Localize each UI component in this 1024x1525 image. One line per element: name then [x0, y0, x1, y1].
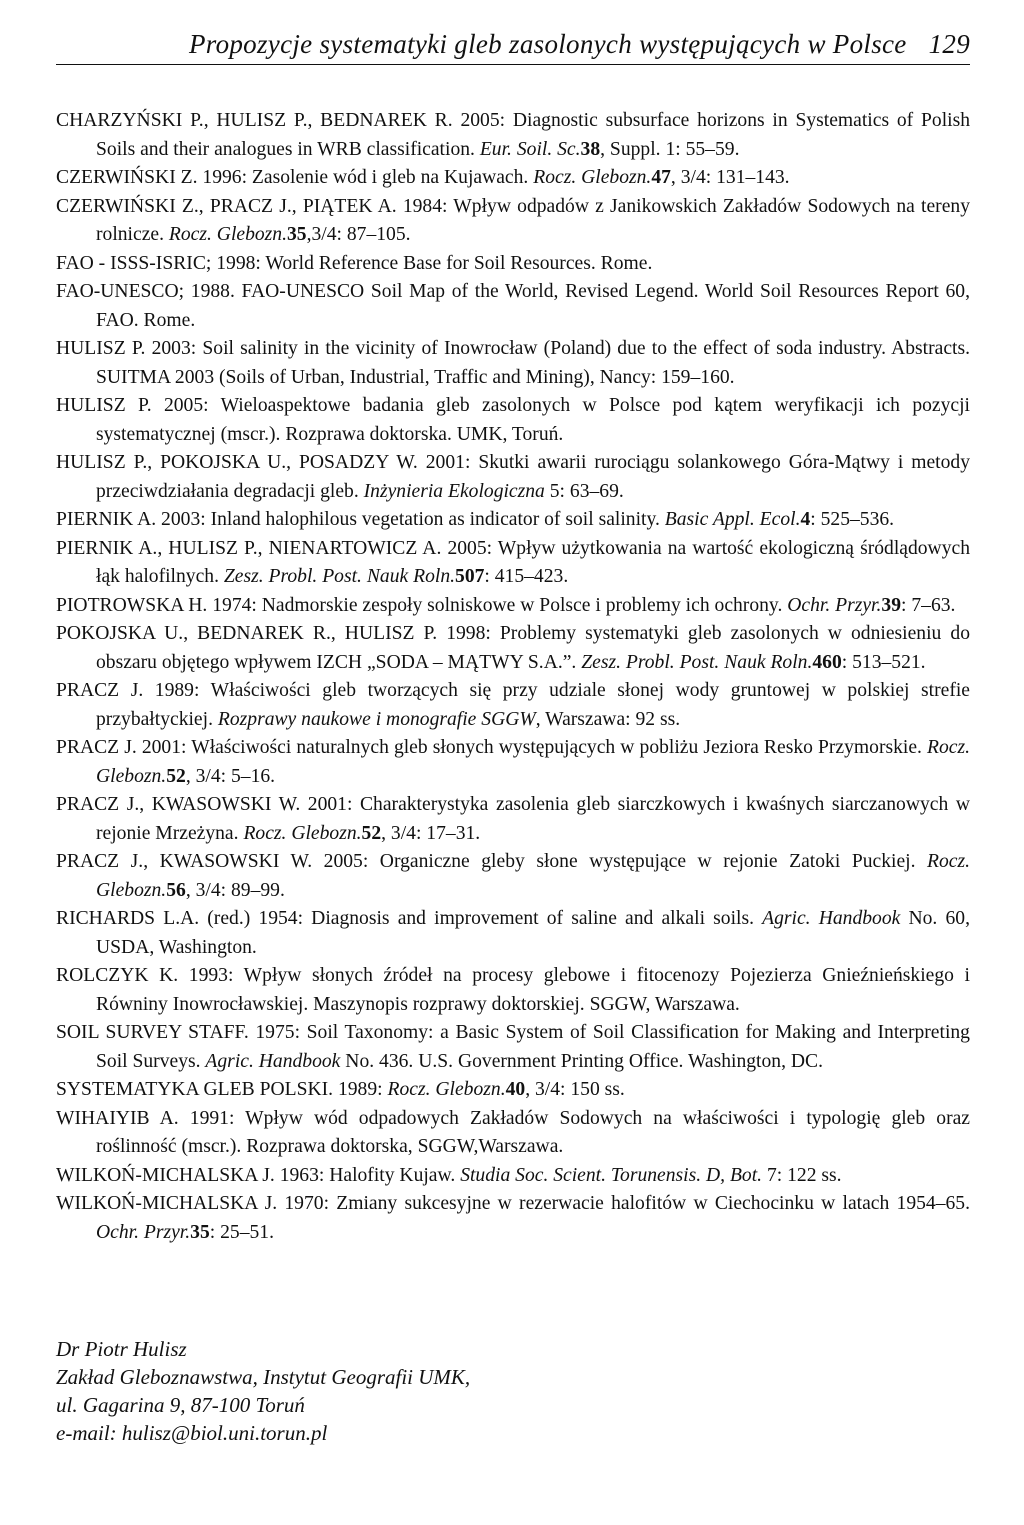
reference-author: SOIL SURVEY STAFF. — [56, 1022, 249, 1043]
author-affiliation — [56, 1335, 970, 1447]
reference-journal: Basic Appl. Ecol. — [664, 509, 801, 530]
reference-text: 1998: Problemy systematyki gleb zasolonych w odniesieniu do obszaru objętego wpływem IZCH „SODA – MĄTWY S.A.”. — [96, 623, 970, 673]
author-department: Zakład Gleboznawstwa, Instytut Geografii UMK, — [56, 1365, 471, 1389]
reference-entry — [56, 535, 970, 592]
reference-text: 1989: — [333, 1079, 388, 1100]
reference-pages: No. 436. U.S. Government Printing Office. Washington, DC. — [340, 1050, 824, 1072]
reference-journal: Rocz. Glebozn. — [96, 737, 971, 787]
reference-author: SYSTEMATYKA GLEB POLSKI. — [56, 1079, 334, 1100]
reference-text: 2003: Inland halophilous vegetation as indicator of soil salinity. — [156, 509, 665, 530]
reference-journal: Agric. Handbook — [762, 908, 901, 929]
reference-author: RICHARDS L.A. (red.) — [56, 908, 251, 929]
reference-entry — [56, 905, 970, 962]
reference-author: FAO-UNESCO; — [56, 281, 185, 302]
reference-journal: Inżynieria Ekologiczna — [363, 480, 545, 502]
reference-pages: 7: 122 ss. — [762, 1164, 842, 1186]
author-address: ul. Gagarina 9, 87-100 Toruń — [56, 1393, 305, 1417]
reference-text: 1988. FAO-UNESCO Soil Map of the World, Revised Legend. World Soil Resources Report 60, FAO. Rome. — [96, 281, 970, 331]
reference-entry — [56, 392, 970, 449]
reference-author: PIERNIK A., HULISZ P., NIENARTOWICZ A. — [56, 537, 442, 559]
reference-entry — [56, 734, 970, 791]
author-email: e-mail: hulisz@biol.uni.torun.pl — [56, 1421, 328, 1445]
reference-text: 1998: World Reference Base for Soil Resources. Rome. — [211, 252, 653, 274]
reference-journal: Rocz. Glebozn. — [168, 224, 287, 245]
reference-entry — [56, 1019, 970, 1076]
reference-author: POKOJSKA U., BEDNAREK R., HULISZ P. — [56, 623, 438, 644]
reference-pages: : 25–51. — [209, 1221, 274, 1243]
reference-entry — [56, 620, 970, 677]
reference-entry — [56, 848, 970, 905]
reference-text: 1975: Soil Taxonomy: a Basic System of Soil Classification for Making and Interpreting Soil Surveys. — [96, 1022, 970, 1072]
reference-pages: No. 60, USDA, Washington. — [96, 908, 970, 958]
reference-journal: Rocz. Glebozn. — [533, 167, 652, 188]
reference-pages: , 3/4: 131–143. — [670, 167, 790, 188]
reference-entry — [56, 791, 970, 848]
reference-text: 2003: Soil salinity in the vicinity of Inowrocław (Poland) due to the effect of soda industry. Abstracts. SUITMA 2003 (Soils of Urban, Industrial, Traffic and Mining), Nancy: 159–160. — [96, 338, 970, 388]
reference-author: WILKOŃ-MICHALSKA J. — [56, 1164, 275, 1186]
reference-journal: Eur. Soil. Sc. — [479, 138, 581, 160]
reference-journal: Zesz. Probl. Post. Nauk Roln. — [581, 651, 813, 673]
reference-volume: 38 — [580, 138, 601, 160]
reference-author: PRACZ J., KWASOWSKI W. — [56, 851, 313, 872]
reference-pages: : 525–536. — [810, 509, 895, 530]
reference-text: 1984: Wpływ odpadów z Janikowskich Zakładów Sodowych na tereny rolnicze. — [96, 195, 970, 245]
reference-volume: 47 — [651, 167, 671, 188]
reference-author: PIOTROWSKA H. — [56, 594, 208, 616]
reference-journal: Rocz. Glebozn. — [96, 851, 971, 901]
reference-journal: Rocz. Glebozn. — [387, 1079, 506, 1100]
reference-author: PIERNIK A. — [56, 509, 157, 530]
reference-entry — [56, 278, 970, 335]
reference-author: HULISZ P. — [56, 338, 146, 359]
reference-text: 1970: Zmiany sukcesyjne w rezerwacie halofitów w Ciechocinku w latach 1954–65. — [277, 1193, 970, 1214]
running-head — [56, 28, 970, 65]
reference-text: 2005: Diagnostic subsurface horizons in Systematics of Polish Soils and their analogues in WRB classification. — [96, 110, 971, 160]
reference-pages: , 3/4: 89–99. — [185, 879, 285, 901]
reference-text: 1954: Diagnosis and improvement of saline and alkali soils. — [250, 908, 763, 929]
reference-text: 1974: Nadmorskie zespoły solniskowe w Polsce i problemy ich ochrony. — [207, 594, 788, 616]
reference-journal: Ochr. Przyr. — [787, 594, 882, 616]
reference-author: WILKOŃ-MICHALSKA J. — [56, 1193, 278, 1214]
reference-volume: 4 — [800, 509, 811, 530]
reference-text: 2005: Wieloaspektowe badania gleb zasolonych w Polsce pod kątem weryfikacji ich pozycji systematycznej (mscr.). Rozprawa doktorska. UMK, Toruń. — [96, 395, 970, 445]
reference-journal: Ochr. Przyr. — [96, 1221, 191, 1243]
reference-pages: , 3/4: 150 ss. — [525, 1079, 625, 1100]
reference-pages: , 3/4: 17–31. — [381, 822, 481, 844]
reference-text: 1993: Wpływ słonych źródeł na procesy glebowe i fitocenozy Pojezierza Gnieźnieńskiego i Równiny Inowrocławskiej. Maszynopis rozprawy doktorskiej. SGGW, Warszawa. — [96, 965, 970, 1015]
reference-entry — [56, 1105, 970, 1162]
reference-text: 2005: Wpływ użytkowania na wartość ekologiczną śródlądowych łąk halofilnych. — [96, 537, 970, 587]
reference-text: 1963: Halofity Kujaw. — [274, 1164, 461, 1186]
reference-pages: : 7–63. — [901, 594, 956, 616]
reference-entry — [56, 107, 970, 164]
page-number: 129 — [928, 29, 970, 59]
author-name: Dr Piotr Hulisz — [56, 1337, 187, 1361]
reference-entry — [56, 449, 970, 506]
reference-text: 1989: Właściwości gleb tworzących się przy udziale słonej wody gruntowej w polskiej strefie przybałtyckiej. — [96, 680, 970, 730]
reference-pages: , Suppl. 1: 55–59. — [600, 138, 740, 160]
reference-text: 2005: Organiczne gleby słone występujące w rejonie Zatoki Puckiej. — [312, 851, 928, 872]
reference-entry — [56, 335, 970, 392]
reference-volume: 460 — [812, 651, 842, 673]
reference-author: HULISZ P., POKOJSKA U., POSADZY W. — [56, 452, 418, 473]
reference-author: CZERWIŃSKI Z., PRACZ J., PIĄTEK A. — [56, 195, 397, 217]
reference-text: 2001: Właściwości naturalnych gleb słonych występujących w pobliżu Jeziora Resko Przymorskie. — [136, 737, 928, 758]
reference-entry — [56, 962, 970, 1019]
reference-text: 2001: Charakterystyka zasolenia gleb siarczkowych i kwaśnych siarczanowych w rejonie Mrzeżyna. — [96, 794, 970, 844]
reference-journal: Rozprawy naukowe i monografie SGGW — [217, 708, 536, 730]
reference-volume: 35 — [190, 1221, 210, 1243]
reference-volume: 507 — [455, 566, 485, 587]
reference-volume: 52 — [166, 765, 186, 787]
reference-journal: Rocz. Glebozn. — [243, 822, 362, 844]
reference-pages: 5: 63–69. — [544, 480, 624, 502]
reference-volume: 39 — [881, 594, 902, 616]
reference-volume: 52 — [361, 822, 382, 844]
reference-pages: , Warszawa: 92 ss. — [535, 708, 681, 730]
reference-author: PRACZ J. — [56, 737, 137, 758]
reference-author: HULISZ P. — [56, 395, 152, 416]
reference-entry — [56, 1076, 970, 1105]
reference-author: CHARZYŃSKI P., HULISZ P., BEDNAREK R. — [56, 110, 453, 131]
reference-entry — [56, 1190, 970, 1247]
reference-pages: : 415–423. — [484, 566, 569, 587]
reference-volume: 56 — [166, 879, 186, 901]
reference-pages: ,3/4: 87–105. — [306, 224, 411, 245]
reference-journal: Zesz. Probl. Post. Nauk Roln. — [223, 566, 456, 587]
reference-text: 2001: Skutki awarii rurociągu solankowego Góra-Mątwy i metody przeciwdziałania degradacji gleb. — [96, 452, 970, 502]
running-title: Propozycje systematyki gleb zasolonych występujących w Polsce — [188, 29, 907, 59]
reference-author: PRACZ J. — [56, 680, 144, 701]
reference-entry — [56, 164, 970, 193]
reference-entry — [56, 250, 970, 279]
reference-entry — [56, 193, 970, 250]
reference-author: FAO - ISSS-ISRIC; — [56, 252, 212, 274]
reference-author: ROLCZYK K. — [56, 965, 179, 986]
reference-journal: Studia Soc. Scient. Torunensis. D, Bot. — [460, 1164, 763, 1186]
reference-volume: 40 — [505, 1079, 526, 1100]
reference-entry — [56, 592, 970, 621]
reference-author: PRACZ J., KWASOWSKI W. — [56, 794, 301, 815]
reference-entry — [56, 677, 970, 734]
reference-journal: Agric. Handbook — [205, 1050, 341, 1072]
reference-entry — [56, 506, 970, 535]
reference-text: 1996: Zasolenie wód i gleb na Kujawach. — [197, 167, 534, 188]
reference-list — [56, 107, 970, 1247]
reference-pages: : 513–521. — [841, 651, 926, 673]
reference-text: 1991: Wpływ wód odpadowych Zakładów Sodowych na właściwości i typologię gleb oraz roślinność (mscr.). Rozprawa doktorska, SGGW,Warszawa. — [96, 1107, 970, 1157]
reference-entry — [56, 1162, 970, 1191]
reference-author: WIHAIYIB A. — [56, 1107, 179, 1129]
reference-pages: , 3/4: 5–16. — [185, 765, 276, 787]
reference-volume: 35 — [287, 224, 307, 245]
reference-author: CZERWIŃSKI Z. — [56, 167, 198, 188]
